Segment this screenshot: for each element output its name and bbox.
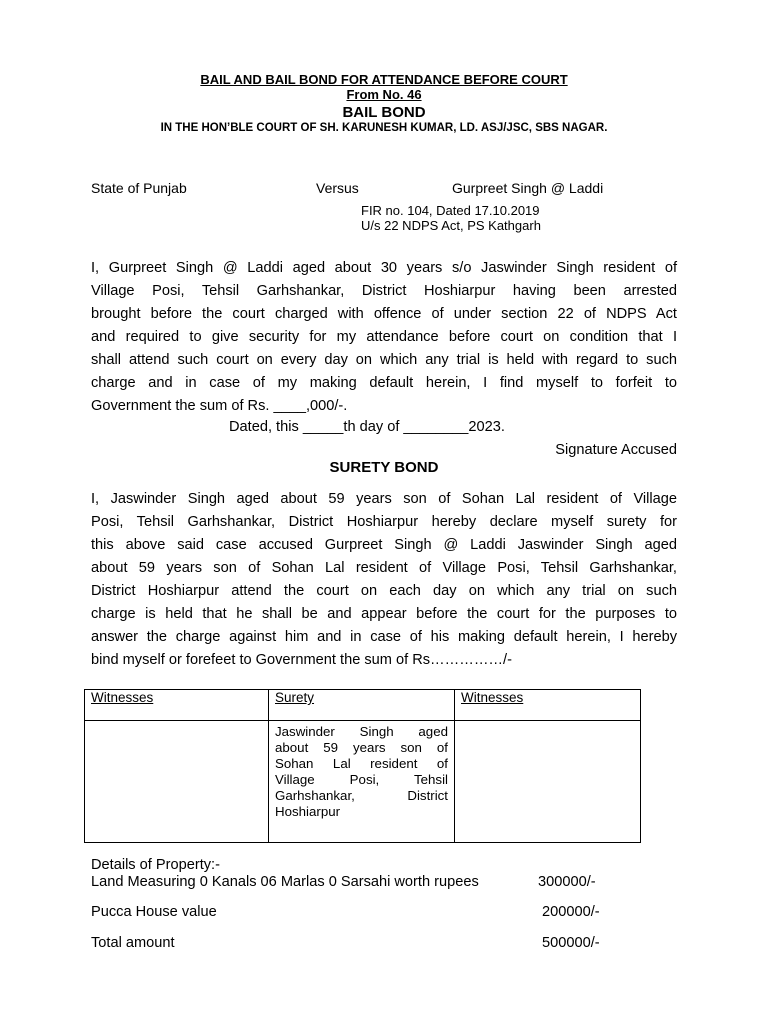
witness-surety-table xyxy=(84,689,641,843)
table-row xyxy=(85,721,641,843)
bail-line: shall attend such court on every day on which any trial is held with regard to such xyxy=(91,352,677,368)
party-versus: Versus xyxy=(316,180,359,196)
land-value: 300000/- xyxy=(538,874,596,890)
bail-bond-heading: BAIL BOND xyxy=(342,104,426,121)
bail-paragraph xyxy=(91,257,677,418)
bail-line: brought before the court charged with offence of under section 22 of NDPS Act xyxy=(91,306,677,322)
header-witnesses-left: Witnesses xyxy=(85,690,269,721)
surety-detail-line: Garhshankar, District xyxy=(275,788,448,803)
land-label: Land Measuring 0 Kanals 06 Marlas 0 Sarsahi worth rupees xyxy=(91,874,479,890)
total-value: 500000/- xyxy=(542,935,600,951)
header-witnesses-right: Witnesses xyxy=(455,690,641,721)
surety-line: Posi, Tehsil Garhshankar, District Hoshiarpur hereby declare myself surety for xyxy=(91,514,677,530)
surety-line: answer the charge against him and in case of his making default herein, I hereby xyxy=(91,629,677,645)
header-surety: Surety xyxy=(269,690,455,721)
total-label: Total amount xyxy=(91,935,175,951)
surety-paragraph xyxy=(91,488,677,672)
witness-right-cell xyxy=(455,721,641,843)
bail-line: Village Posi, Tehsil Garhshankar, District Hoshiarpur having been arrested xyxy=(91,283,677,299)
surety-line: bind myself or forefeet to Government the sum of Rs……………/- xyxy=(91,652,512,668)
house-label: Pucca House value xyxy=(91,904,217,920)
table-header-row xyxy=(85,690,641,721)
surety-detail-line: Village Posi, Tehsil xyxy=(275,772,448,787)
surety-detail-line: Sohan Lal resident of xyxy=(275,756,448,771)
house-value: 200000/- xyxy=(542,904,600,920)
surety-detail-line: Jaswinder Singh aged xyxy=(275,724,448,739)
witness-left-cell xyxy=(85,721,269,843)
dated-line: Dated, this _____th day of ________2023. xyxy=(229,419,505,435)
surety-detail-line: Hoshiarpur xyxy=(275,804,341,819)
bail-line: Government the sum of Rs. ____,000/-. xyxy=(91,398,348,414)
property-heading: Details of Property:- xyxy=(91,857,220,873)
surety-line: I, Jaswinder Singh aged about 59 years son of Sohan Lal resident of Village xyxy=(91,491,677,507)
surety-line: charge is held that he shall be and appear before the court for the purposes to xyxy=(91,606,677,622)
surety-line: about 59 years son of Sohan Lal resident of Village Posi, Tehsil Garhshankar, xyxy=(91,560,677,576)
surety-detail-line: about 59 years son of xyxy=(275,740,448,755)
surety-details-cell xyxy=(269,721,455,843)
fir-details xyxy=(361,203,541,233)
document-title: BAIL AND BAIL BOND FOR ATTENDANCE BEFORE COURT xyxy=(200,72,568,87)
party-accused: Gurpreet Singh @ Laddi xyxy=(452,180,604,196)
surety-line: District Hoshiarpur attend the court on each day on which any trial on such xyxy=(91,583,677,599)
fir-number: FIR no. 104, Dated 17.10.2019 xyxy=(361,203,540,218)
bail-line: and required to give security for my attendance before court on condition that I xyxy=(91,329,677,345)
form-number: From No. 46 xyxy=(346,87,422,102)
court-name: IN THE HON’BLE COURT OF SH. KARUNESH KUMAR, LD. ASJ/JSC, SBS NAGAR. xyxy=(160,122,608,134)
signature-accused: Signature Accused xyxy=(555,442,677,458)
surety-bond-heading: SURETY BOND xyxy=(329,459,439,476)
bail-line: charge and in case of my making default herein, I find myself to forfeit to xyxy=(91,375,677,391)
fir-section: U/s 22 NDPS Act, PS Kathgarh xyxy=(361,218,541,233)
bail-line: I, Gurpreet Singh @ Laddi aged about 30 years s/o Jaswinder Singh resident of xyxy=(91,260,677,276)
party-state: State of Punjab xyxy=(91,180,187,196)
surety-line: this above said case accused Gurpreet Singh @ Laddi Jaswinder Singh aged xyxy=(91,537,677,553)
